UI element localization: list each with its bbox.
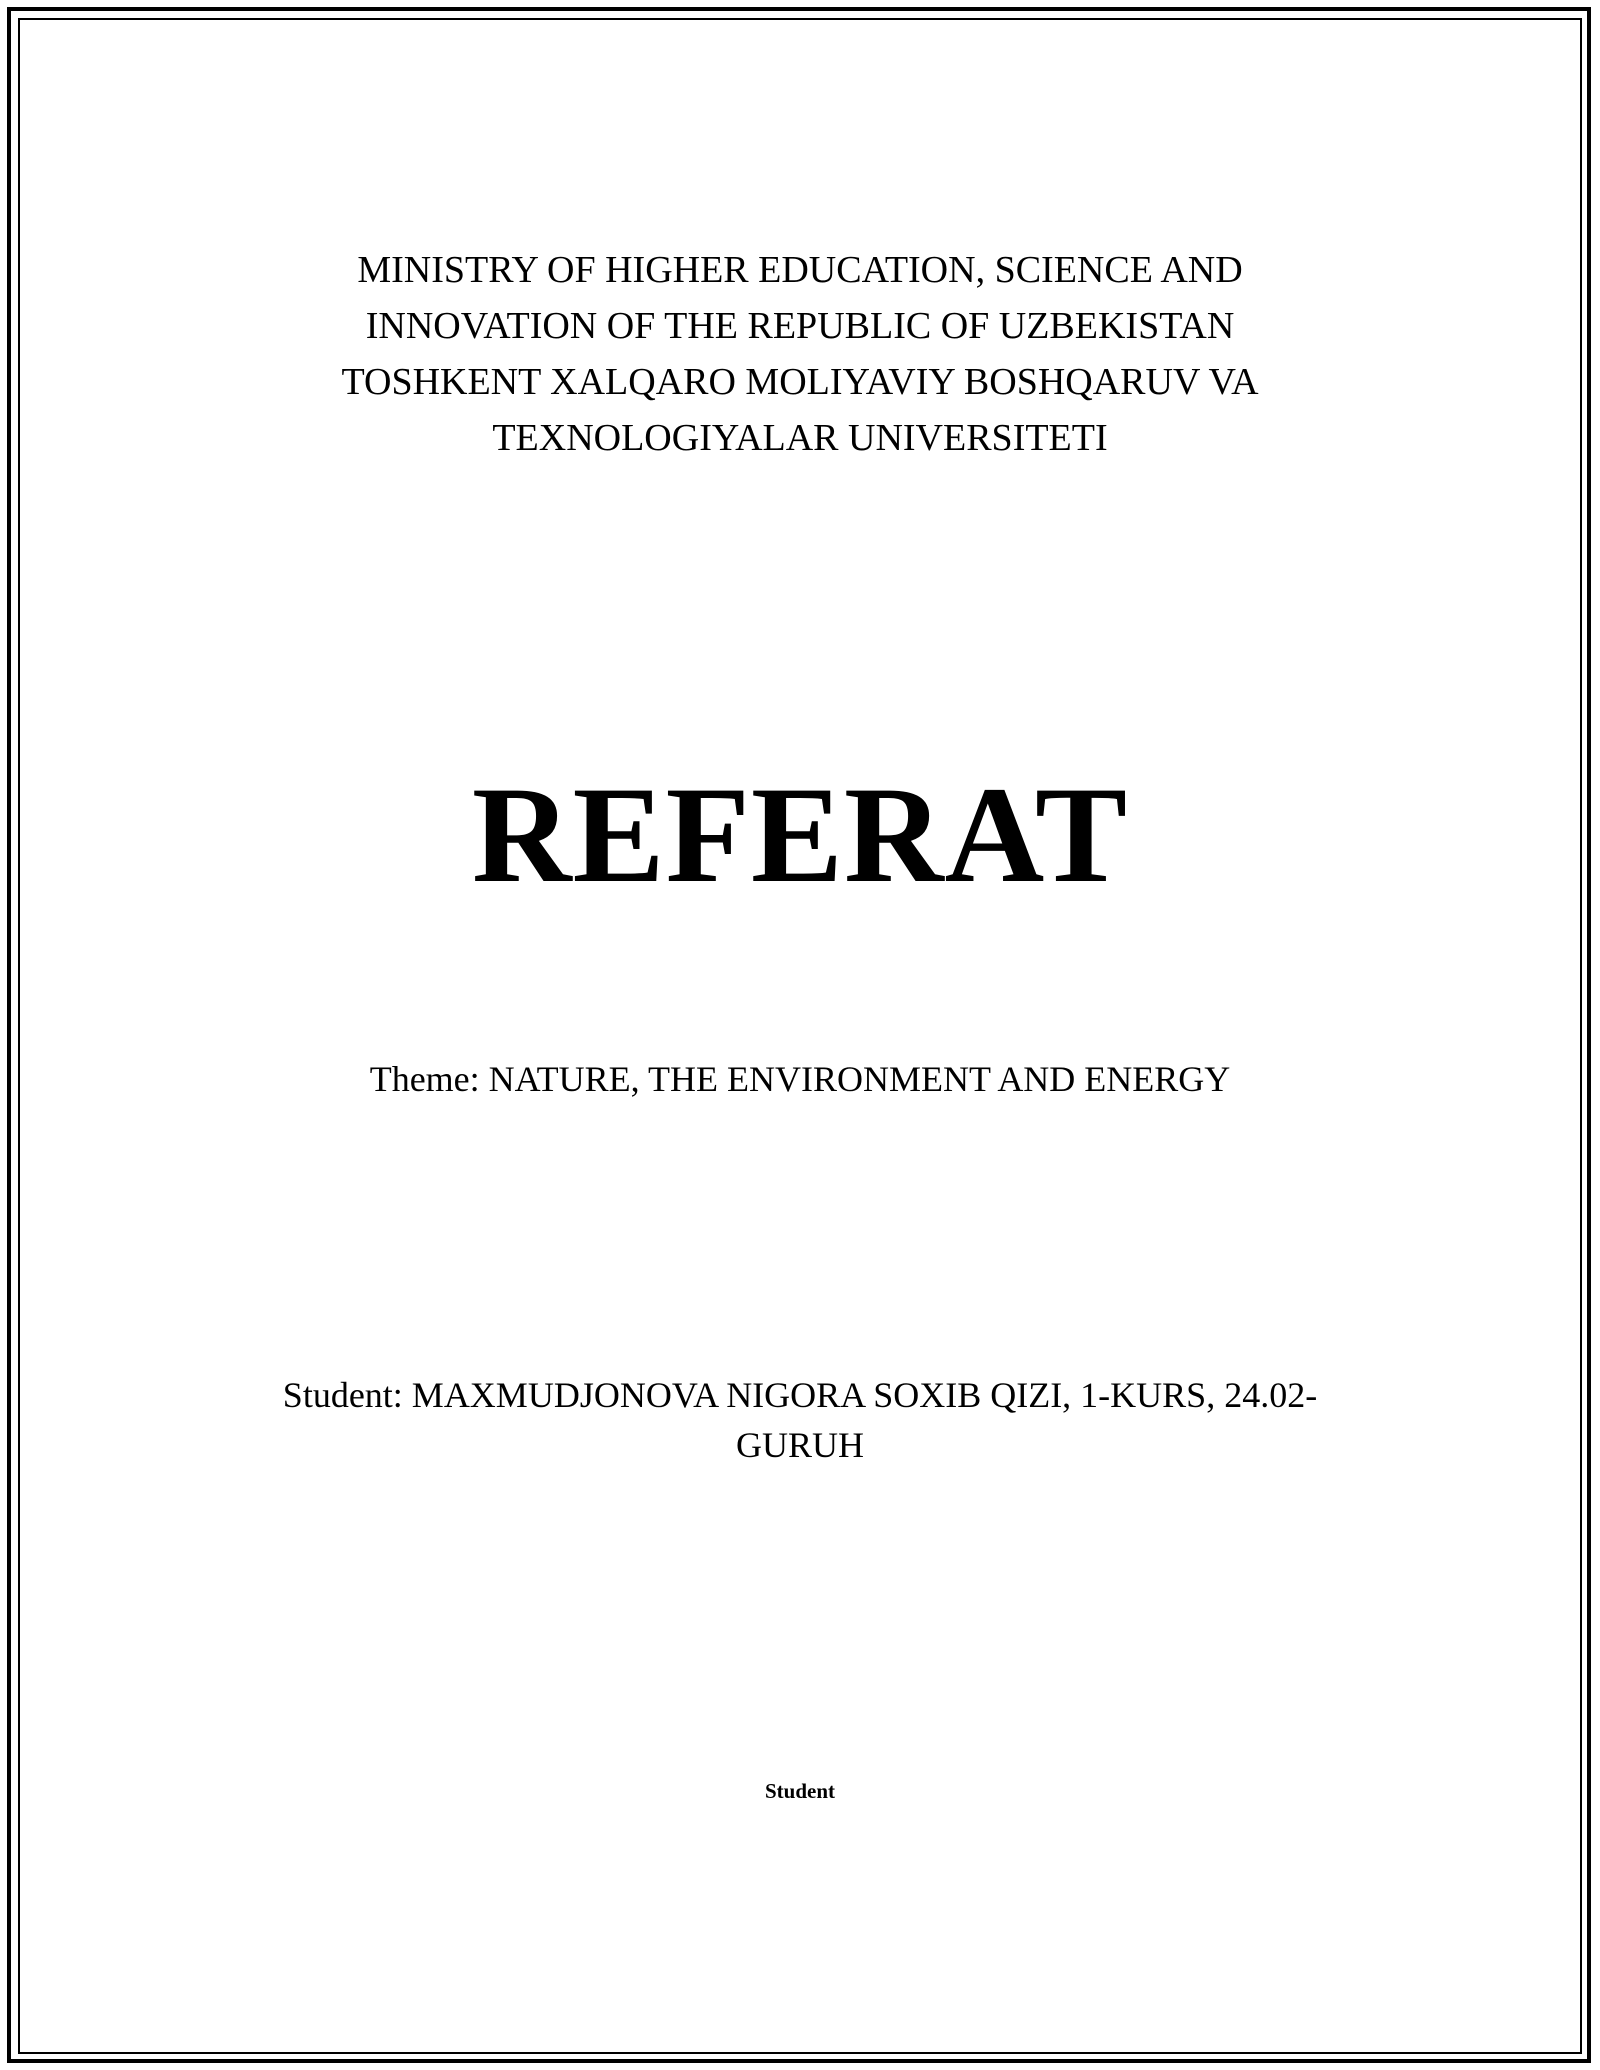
ministry-header [0, 242, 1600, 466]
student-footer-label: Student [764, 1779, 836, 1803]
student-info-line-1: Student: MAXMUDJONOVA NIGORA SOXIB QIZI, 1-KURS, 24.02- [282, 1375, 1318, 1415]
ministry-line-2: INNOVATION OF THE REPUBLIC OF UZBEKISTAN [365, 305, 1235, 347]
university-line-2: TEXNOLOGIYALAR UNIVERSITETI [492, 417, 1108, 459]
university-line-1: TOSHKENT XALQARO MOLIYAVIY BOSHQARUV VA [341, 361, 1259, 403]
student-info [0, 1370, 1600, 1470]
theme-line: Theme: NATURE, THE ENVIRONMENT AND ENERGY [369, 1059, 1231, 1099]
document-title: REFERAT [471, 758, 1129, 911]
student-info-line-2: GURUH [735, 1425, 864, 1465]
ministry-line-1: MINISTRY OF HIGHER EDUCATION, SCIENCE AND [357, 249, 1243, 291]
